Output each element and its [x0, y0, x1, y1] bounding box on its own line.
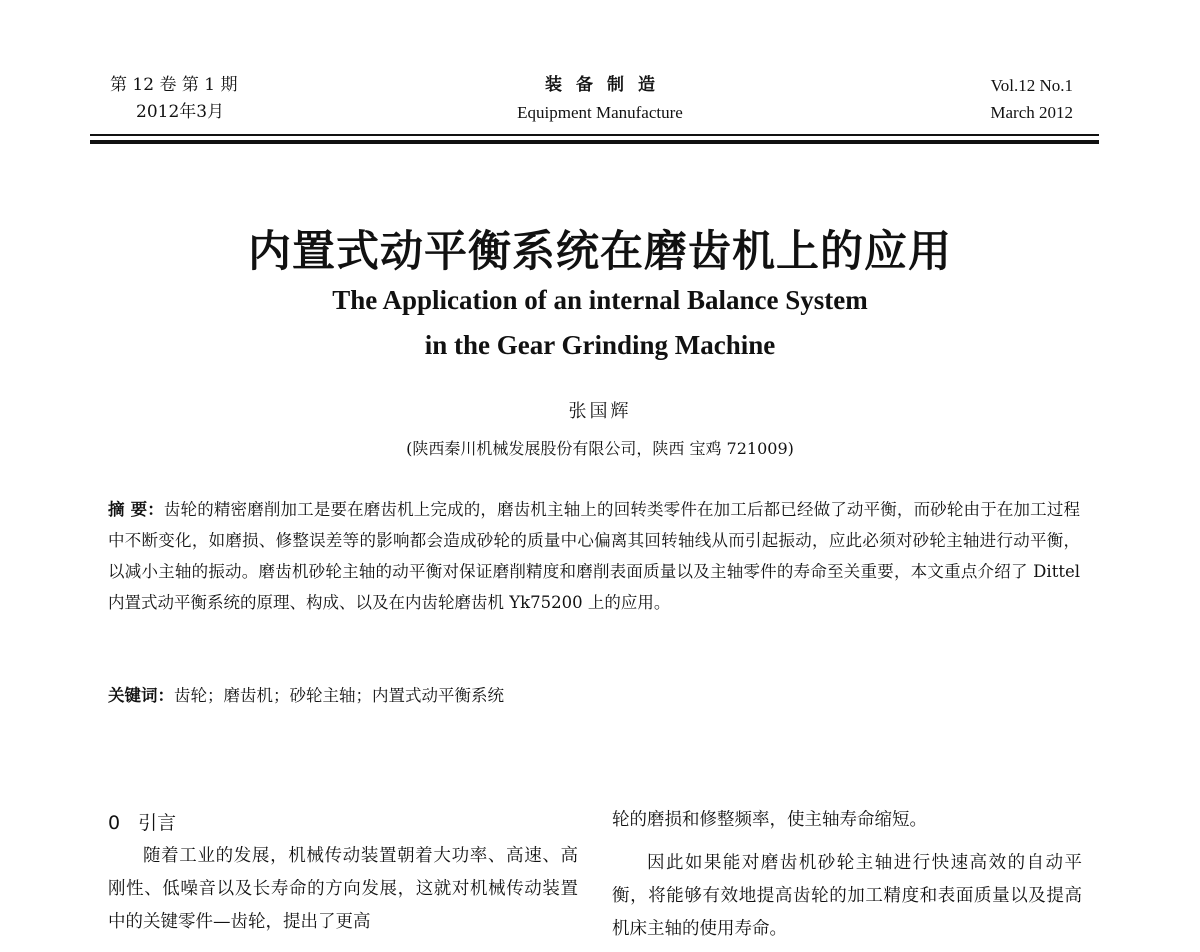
author-affiliation: (陕西秦川机械发展股份有限公司，陕西 宝鸡 721009) — [406, 439, 794, 458]
body-paragraph: 因此如果能对磨齿机砂轮主轴进行快速高效的自动平衡，将能够有效地提高齿轮的加工精度和表面质量以及提高机床主轴的使用寿命。 — [612, 853, 1082, 939]
volume-issue: 第 12 卷 第 1 期 — [110, 75, 238, 95]
body-column-left — [108, 840, 578, 949]
paper-title-en-line2: in the Gear Grinding Machine — [424, 330, 776, 360]
publication-date-en: March 2012 — [990, 103, 1073, 122]
abstract — [108, 494, 1080, 618]
section-number: 0 — [108, 812, 121, 834]
paper-title-cn: 内置式动平衡系统在磨齿机上的应用 — [248, 227, 952, 277]
keywords-text: 齿轮；磨齿机；砂轮主轴；内置式动平衡系统 — [174, 686, 504, 705]
publication-date: 2012年3月 — [136, 102, 225, 122]
volume-issue-en: Vol.12 No.1 — [990, 76, 1073, 95]
body-paragraph: 随着工业的发展，机械传动装置朝着大功率、高速、高刚性、低噪音以及长寿命的方向发展，这就对机械传动装置中的关键零件—齿轮，提出了更高 — [108, 846, 578, 932]
keywords — [108, 680, 1080, 711]
journal-name-en: Equipment Manufacture — [517, 103, 683, 122]
header-rule-thick — [90, 140, 1099, 144]
keywords-label: 关键词： — [108, 686, 174, 705]
journal-name-cn: 装备制造 — [545, 75, 669, 95]
author-name: 张国辉 — [568, 401, 632, 422]
body-paragraph: 轮的磨损和修整频率，使主轴寿命缩短。 — [612, 810, 927, 830]
abstract-text: 齿轮的精密磨削加工是要在磨齿机上完成的，磨齿机主轴上的回转类零件在加工后都已经做了动平衡，而砂轮由于在加工过程中不断变化，如磨损、修整误差等的影响都会造成砂轮的质量中心偏离其回转轴线从而引起振动，应此必须对砂轮主轴进行动平衡，以减小主轴的振动。磨齿机砂轮主轴的动平衡对保证磨削精度和磨削表面质量以及主轴零件的寿命至关重要，本文重点介绍了 Dittel 内置式动平衡系统的原理、构成、以及在内齿轮磨齿机 Yk75200 上的应用。 — [108, 500, 1081, 612]
paper-title-en-line1: The Application of an internal Balance System — [332, 285, 868, 315]
header-rule-thin — [90, 134, 1099, 136]
section-heading — [108, 808, 176, 835]
abstract-label: 摘 要： — [108, 500, 164, 519]
journal-volume-info-en — [990, 72, 1073, 126]
section-title: 引言 — [138, 812, 177, 834]
body-column-right — [612, 804, 1082, 952]
